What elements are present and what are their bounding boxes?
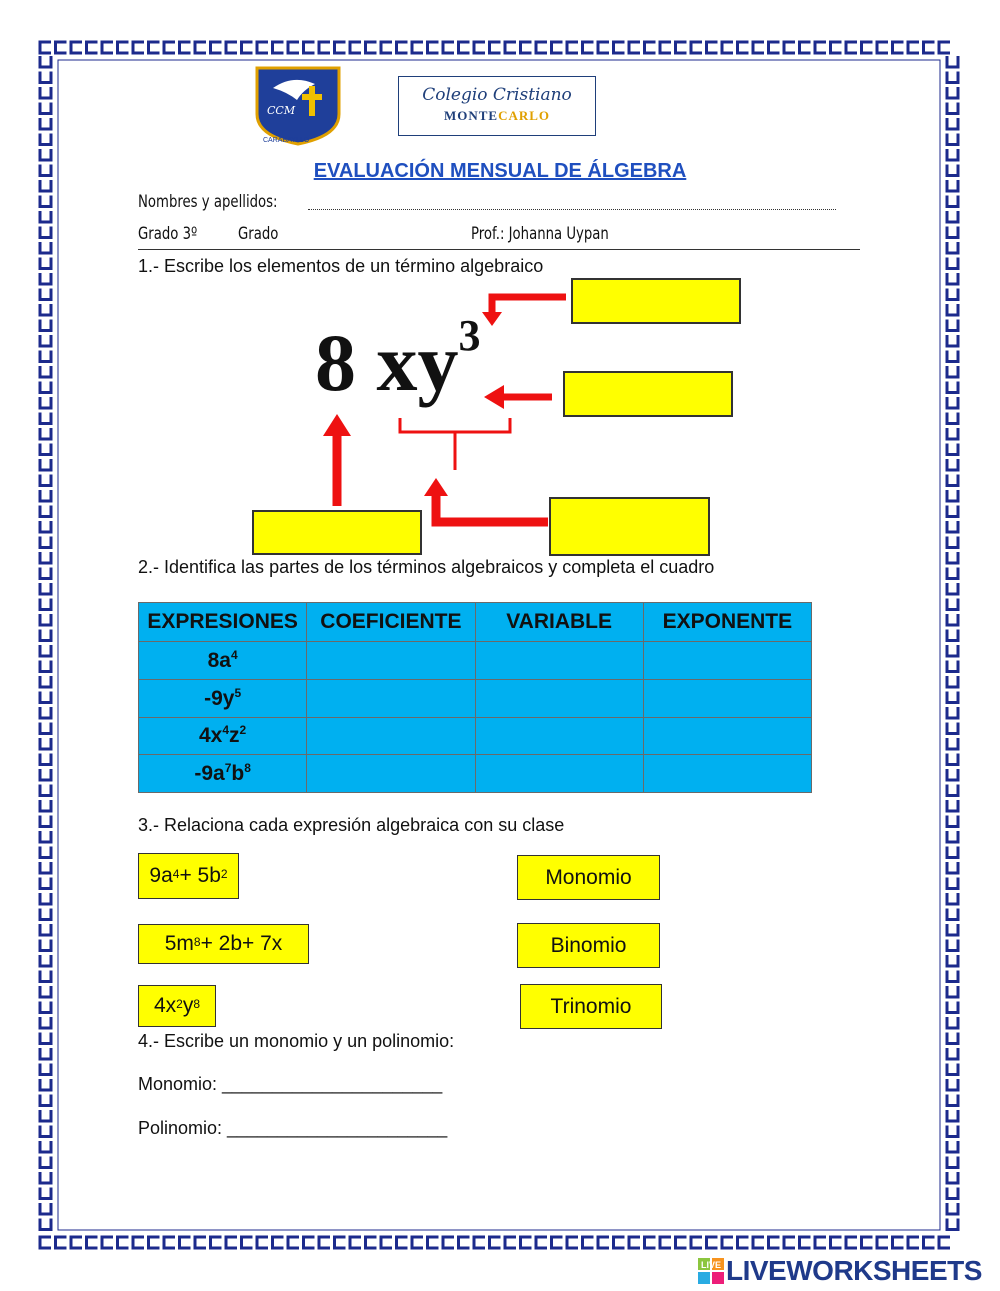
border-link	[40, 707, 51, 718]
answer-box-variables[interactable]	[563, 371, 733, 417]
coefficient-cell[interactable]	[307, 679, 475, 717]
border-link	[40, 800, 51, 811]
arrow-coefficient-head	[323, 414, 351, 436]
table-row	[139, 755, 812, 793]
border-link	[947, 1064, 958, 1075]
border-link	[366, 1237, 377, 1248]
table-row	[139, 642, 812, 680]
border-link	[947, 893, 958, 904]
border-link	[645, 1237, 656, 1248]
prof-label: Prof.: Johanna Uypan	[471, 224, 609, 244]
border-link	[40, 1141, 51, 1152]
border-link	[505, 1237, 516, 1248]
border-link	[947, 1110, 958, 1121]
border-link	[862, 1237, 873, 1248]
expression-monomial[interactable]: 4x $^2$ y $^8$	[138, 985, 216, 1027]
border-link	[40, 1095, 51, 1106]
q1-prompt: 1.- Escribe los elementos de un término algebraico	[138, 256, 544, 276]
border-link	[598, 1237, 609, 1248]
border-link	[722, 1237, 733, 1248]
expression-trinomial[interactable]: 5m $^8$ + 2b+ 7x	[138, 924, 309, 964]
logo-ribbon: CARABAYLLO	[263, 137, 310, 144]
grade-word: Grado	[238, 224, 279, 244]
border-link	[614, 1237, 625, 1248]
border-link	[947, 986, 958, 997]
border-link	[40, 1017, 51, 1028]
border-link	[877, 1237, 888, 1248]
svg-text:LIVE: LIVE	[701, 1260, 722, 1270]
border-link	[40, 955, 51, 966]
border-link	[947, 816, 958, 827]
border-link	[40, 754, 51, 765]
border-link	[40, 940, 51, 951]
border-link	[521, 1237, 532, 1248]
border-link	[40, 1157, 51, 1168]
border-link	[947, 831, 958, 842]
border-link	[753, 1237, 764, 1248]
college-name: Colegio Cristiano	[422, 85, 572, 105]
border-link	[947, 769, 958, 780]
border-link	[133, 1237, 144, 1248]
border-link	[769, 1237, 780, 1248]
border-link	[40, 971, 51, 982]
border-link	[691, 1237, 702, 1248]
parts-table	[138, 602, 812, 793]
logo-text: CCM	[267, 104, 296, 117]
arrow-exponent-head	[482, 312, 502, 326]
border-link	[947, 707, 958, 718]
border-link	[947, 1141, 958, 1152]
table-header-row	[139, 603, 812, 642]
border-link	[490, 1237, 501, 1248]
border-link	[226, 1237, 237, 1248]
term-variables: xy	[376, 317, 459, 408]
border-link	[893, 1237, 904, 1248]
class-monomio[interactable]: Monomio	[517, 855, 660, 900]
border-link	[56, 1237, 67, 1248]
border-link	[947, 738, 958, 749]
border-link	[800, 1237, 811, 1248]
col-variable: VARIABLE	[475, 603, 643, 642]
border-link	[846, 1237, 857, 1248]
border-link	[40, 1033, 51, 1044]
college-subname-b: CARLO	[498, 108, 551, 123]
border-link	[40, 986, 51, 997]
col-expresiones: EXPRESIONES	[139, 603, 307, 642]
coefficient-cell[interactable]	[307, 717, 475, 755]
border-link	[40, 816, 51, 827]
col-coeficiente: COEFICIENTE	[307, 603, 475, 642]
border-link	[947, 862, 958, 873]
border-link	[947, 692, 958, 703]
border-link	[40, 1048, 51, 1059]
border-link	[947, 754, 958, 765]
border-link	[40, 847, 51, 858]
border-link	[87, 1237, 98, 1248]
border-link	[381, 1237, 392, 1248]
college-subname-a: MONTE	[443, 108, 499, 123]
border-link	[947, 1126, 958, 1137]
border-link	[947, 785, 958, 796]
border-link	[947, 1219, 958, 1230]
answer-box-exponent[interactable]	[571, 278, 741, 324]
border-link	[40, 723, 51, 734]
border-link	[412, 1237, 423, 1248]
q4-prompt: 4.- Escribe un monomio y un polinomio:	[138, 1031, 455, 1051]
variable-cell[interactable]	[475, 679, 643, 717]
border-link	[40, 1172, 51, 1183]
border-link	[118, 1237, 129, 1248]
border-link	[40, 1064, 51, 1075]
grade-label: Grado 3º	[138, 224, 198, 244]
border-link	[40, 1203, 51, 1214]
border-link	[211, 1237, 222, 1248]
border-link	[257, 1237, 268, 1248]
coefficient-cell[interactable]	[307, 642, 475, 680]
border-link	[583, 1237, 594, 1248]
border-link	[939, 1237, 950, 1248]
border-link	[242, 1237, 253, 1248]
q2-prompt: 2.- Identifica las partes de los términos algebraicos y completa el cuadro	[138, 557, 715, 577]
liveworksheets-brand[interactable]: LIVEWORKSHEETS	[726, 1255, 982, 1286]
answer-box-literal[interactable]	[549, 497, 710, 556]
border-link	[947, 1079, 958, 1090]
page-title: EVALUACIÓN MENSUAL DE ÁLGEBRA	[313, 160, 687, 182]
border-link	[947, 614, 958, 625]
border-link	[474, 1237, 485, 1248]
border-link	[40, 862, 51, 873]
border-link	[180, 1237, 191, 1248]
liveworksheets-logo-icon	[698, 1258, 724, 1284]
table-row	[139, 717, 812, 755]
border-link	[40, 1188, 51, 1199]
class-binomio[interactable]: Binomio	[517, 923, 660, 968]
variable-cell[interactable]	[475, 642, 643, 680]
border-link	[40, 878, 51, 889]
col-exponente: EXPONENTE	[643, 603, 811, 642]
term-coefficient: 8	[315, 317, 356, 408]
border-link	[40, 1110, 51, 1121]
border-link	[947, 1172, 958, 1183]
border-link	[40, 599, 51, 610]
expression-cell: $8a^4$	[139, 642, 307, 680]
border-link	[676, 1237, 687, 1248]
q1-arrows	[0, 0, 1000, 600]
table-row	[139, 679, 812, 717]
border-link	[660, 1237, 671, 1248]
border-link	[947, 878, 958, 889]
border-link	[947, 630, 958, 641]
border-link	[567, 1237, 578, 1248]
border-link	[304, 1237, 315, 1248]
border-link	[947, 940, 958, 951]
border-link	[908, 1237, 919, 1248]
border-link	[40, 630, 51, 641]
border-link	[40, 769, 51, 780]
coefficient-cell[interactable]	[307, 755, 475, 793]
border-link	[947, 971, 958, 982]
border-link	[40, 645, 51, 656]
border-link	[40, 614, 51, 625]
border-link	[947, 1157, 958, 1168]
arrow-exponent	[492, 297, 566, 314]
border-link	[40, 738, 51, 749]
border-link	[947, 1203, 958, 1214]
border-link	[947, 1033, 958, 1044]
variables-brace	[400, 418, 510, 470]
border-link	[947, 955, 958, 966]
arrow-variables-head	[484, 385, 504, 409]
border-link	[350, 1237, 361, 1248]
border-link	[459, 1237, 470, 1248]
border-link	[443, 1237, 454, 1248]
border-link	[102, 1237, 113, 1248]
border-link	[40, 785, 51, 796]
term-exponent: 3	[458, 311, 481, 360]
expression-cell: $4x^4z^2$	[139, 717, 307, 755]
border-link	[40, 692, 51, 703]
monomio-line[interactable]: Monomio: ______________________	[138, 1074, 443, 1094]
polinomio-line[interactable]: Polinomio: ______________________	[138, 1118, 448, 1138]
exponent-cell[interactable]	[643, 679, 811, 717]
q3-prompt: 3.- Relaciona cada expresión algebraica con su clase	[138, 815, 565, 835]
border-link	[947, 676, 958, 687]
border-link	[784, 1237, 795, 1248]
border-link	[397, 1237, 408, 1248]
border-link	[273, 1237, 284, 1248]
border-link	[947, 599, 958, 610]
exponent-cell[interactable]	[643, 717, 811, 755]
expression-cell: $-9y^5$	[139, 679, 307, 717]
border-link	[40, 1126, 51, 1137]
border-link	[947, 800, 958, 811]
border-link	[71, 1237, 82, 1248]
border-link	[947, 1095, 958, 1106]
border-link	[40, 924, 51, 935]
border-link	[40, 1219, 51, 1230]
border-link	[288, 1237, 299, 1248]
variable-cell[interactable]	[475, 755, 643, 793]
border-link	[629, 1237, 640, 1248]
border-link	[195, 1237, 206, 1248]
border-link	[40, 1237, 51, 1248]
class-trinomio[interactable]: Trinomio	[520, 984, 662, 1029]
border-link	[164, 1237, 175, 1248]
border-link	[947, 723, 958, 734]
exponent-cell[interactable]	[643, 642, 811, 680]
border-link	[947, 1002, 958, 1013]
border-link	[815, 1237, 826, 1248]
border-link	[947, 645, 958, 656]
border-link	[40, 661, 51, 672]
border-link	[552, 1237, 563, 1248]
answer-box-coefficient[interactable]	[252, 510, 422, 555]
border-link	[536, 1237, 547, 1248]
border-link	[947, 909, 958, 920]
border-link	[428, 1237, 439, 1248]
border-link	[831, 1237, 842, 1248]
exponent-cell[interactable]	[643, 755, 811, 793]
border-link	[947, 847, 958, 858]
variable-cell[interactable]	[475, 717, 643, 755]
arrow-literal	[436, 492, 548, 522]
expression-binomial[interactable]: 9a $^4$ + 5b $^2$	[138, 853, 239, 899]
border-link	[947, 661, 958, 672]
expression-cell: $-9a^7b^8$	[139, 755, 307, 793]
border-link	[738, 1237, 749, 1248]
border-link	[40, 893, 51, 904]
name-label: Nombres y apellidos:	[138, 192, 278, 212]
arrow-literal-head	[424, 478, 448, 496]
border-link	[40, 909, 51, 920]
border-link	[707, 1237, 718, 1248]
border-link	[947, 1188, 958, 1199]
border-link	[335, 1237, 346, 1248]
border-link	[40, 676, 51, 687]
border-link	[149, 1237, 160, 1248]
border-link	[924, 1237, 935, 1248]
border-link	[947, 1048, 958, 1059]
border-link	[40, 1002, 51, 1013]
border-link	[319, 1237, 330, 1248]
border-link	[947, 1017, 958, 1028]
border-link	[40, 831, 51, 842]
border-link	[40, 1079, 51, 1090]
border-link	[947, 924, 958, 935]
